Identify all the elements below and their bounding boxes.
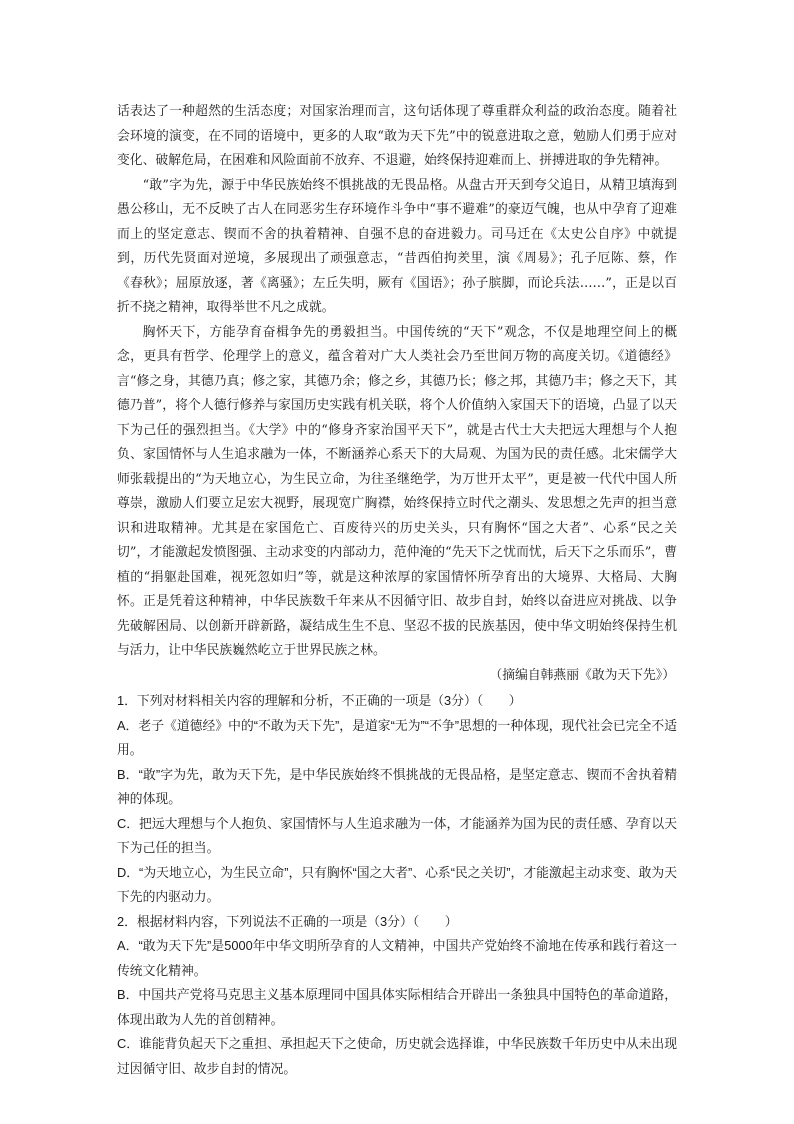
option-c: C．把远大理想与个人抱负、家国情怀与人生追求融为一体，才能涵养为国为民的责任感、孕育以天下为己任的担当。	[117, 815, 677, 855]
option-c: C．谁能背负起天下之重担、承担起天下之使命，历史就会选择谁，中华民族数千年历史中从未出现过因循守旧、故步自封的情况。	[117, 1036, 677, 1076]
question-1	[117, 689, 677, 910]
option-a: A．老子《道德经》中的“不敢为天下先”，是道家“无为”“不争”思想的一种体现，现代社会已完全不适用。	[117, 717, 677, 757]
passage-attribution: （摘编自韩燕丽《敢为天下先》）	[489, 667, 675, 683]
question-stem: 1．下列对材料相关内容的理解和分析，不正确的一项是（3分）（ ）	[117, 693, 522, 708]
passage-paragraph-continued: 话表达了一种超然的生活态度；对国家治理而言，这句话体现了尊重群众利益的政治态度。随着社会环境的演变，在不同的语境中，更多的人取“敢为天下先”中的锐意进取之意，勉励人们勇于应对变化、破解危局，在困难和风险面前不放弃、不退避，始终保持迎难而上、拼搏进取的争先精神。	[117, 104, 677, 168]
passage-paragraph-courage: “敢”字为先，源于中华民族始终不惧挑战的无畏品格。从盘古开天到夸父追日，从精卫填海到愚公移山，无不反映了古人在同恶劣生存环境作斗争中“事不避难”的豪迈气魄，也从中孕育了迎难而上的坚定意志、锲而不舍的执着精神、自强不息的奋进毅力。司马迁在《太史公自序》中就提到，历代先贤面对逆境，多展现出了顽强意志，“昔西伯拘羑里，演《周易》；孔子厄陈、蔡，作《春秋》；屈原放逐，著《离骚》；左丘失明，厥有《国语》；孙子膑脚，而论兵法……”，正是以百折不挠之精神，取得举世不凡之成就。	[117, 177, 677, 315]
option-a: A．“敢为天下先”是5000年中华文明所孕育的人文精神，中国共产党始终不渝地在传承和践行着这一传统文化精神。	[117, 938, 677, 978]
passage-paragraph-tianxia: 胸怀天下，方能孕育奋楫争先的勇毅担当。中国传统的“天下”观念，不仅是地理空间上的概念，更具有哲学、伦理学上的意义，蕴含着对广大人类社会乃至世间万物的高度关切。《道德经》言“修之身，其德乃真；修之家，其德乃余；修之乡，其德乃长；修之邦，其德乃丰；修之天下，其德乃普”，将个人德行修养与家国历史实践有机关联，将个人价值纳入家国天下的语境，凸显了以天下为己任的强烈担当。《大学》中的“修身齐家治国平天下”，就是古代士大夫把远大理想与个人抱负、家国情怀与人生追求融为一体，不断涵养心系天下的大局观、为国为民的责任感。北宋儒学大师张载提出的“为天地立心，为生民立命，为往圣继绝学，为万世开太平”，更是被一代代中国人所尊崇，激励人们要立足宏大视野，展现宽广胸襟，始终保持立时代之潮头、发思想之先声的担当意识和进取精神。尤其是在家国危亡、百废待兴的历史关头，只有胸怀“国之大者”、心系“民之关切”，才能激起发愤图强、主动求变的内部动力，范仲淹的“先天下之忧而忧，后天下之乐而乐”，曹植的“捐躯赴国难，视死忽如归”等，就是这种浓厚的家国情怀所孕育出的大境界、大格局、大胸怀。正是凭着这种精神，中华民族数千年来从不因循守旧、故步自封，始终以奋进应对挑战、以争先破解困局、以创新开辟新路，凝结成生生不息、坚忍不拔的民族基因，使中华文明始终保持生机与活力，让中华民族巍然屹立于世界民族之林。	[117, 324, 677, 658]
question-2	[117, 910, 677, 1082]
exam-page	[117, 100, 677, 1081]
question-section	[117, 689, 677, 1081]
option-b: B．“敢”字为先，敢为天下先，是中华民族始终不惧挑战的无畏品格，是坚定意志、锲而不舍执着精神的体现。	[117, 766, 677, 806]
option-d: D．“为天地立心，为生民立命”，只有胸怀“国之大者”、心系“民之关切”，才能激起主动求变、敢为天下先的内驱动力。	[117, 864, 677, 904]
question-stem: 2．根据材料内容，下列说法不正确的一项是（3分）（ ）	[117, 913, 458, 929]
option-b: B．中国共产党将马克思主义基本原理同中国具体实际相结合开辟出一条独具中国特色的革命道路，体现出敢为人先的首创精神。	[117, 987, 677, 1027]
